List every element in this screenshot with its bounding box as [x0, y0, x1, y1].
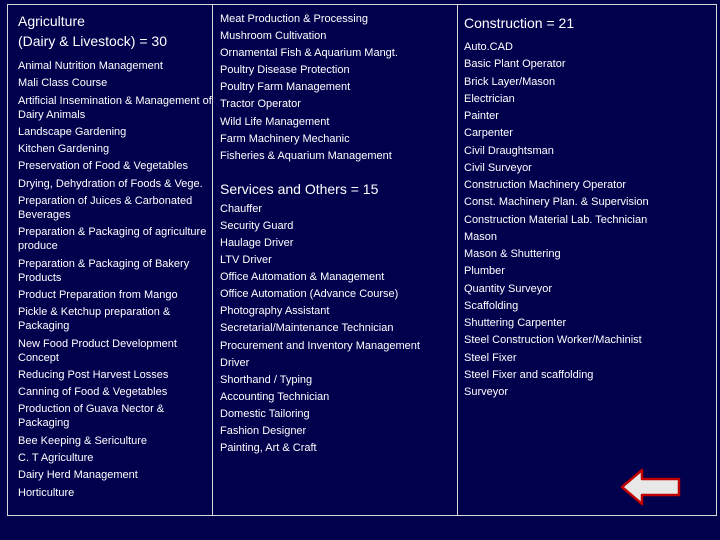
agriculture-course-item: Wild Life Management [220, 115, 330, 128]
construction-course-item: Basic Plant Operator [464, 58, 566, 71]
agriculture-course-item: Landscape Gardening [18, 125, 127, 138]
construction-course-item: Plumber [464, 265, 505, 278]
services-course-item: LTV Driver [220, 254, 272, 267]
agriculture-course-item: Kitchen Gardening [18, 143, 110, 156]
agriculture-course-item: Meat Production & Processing [220, 13, 368, 25]
agriculture-course-item: Horticulture [18, 486, 75, 499]
agriculture-course-item: Canning of Food & Vegetables [18, 386, 168, 399]
services-course-item: Procurement and Inventory Management [220, 339, 420, 352]
services-course-item: Office Automation (Advance Course) [220, 288, 399, 301]
agriculture-course-item: Preparation & Packaging of Bakery Products [18, 257, 190, 284]
agriculture-course-item: Farm Machinery Mechanic [220, 132, 350, 145]
agriculture-list [18, 59, 212, 500]
construction-course-item: Const. Machinery Plan. & Supervision [464, 196, 649, 209]
construction-list [464, 40, 716, 399]
agriculture-title-line2: (Dairy & Livestock) = 30 [18, 33, 167, 49]
agriculture-course-item: C. T Agriculture [18, 452, 94, 465]
agriculture-course-item: Preparation of Juices & Carbonated Beverages [18, 195, 193, 222]
agriculture-title-line1: Agriculture [18, 13, 85, 29]
construction-course-item: Mason & Shuttering [464, 248, 561, 260]
construction-course-item: Shuttering Carpenter [464, 317, 567, 329]
agriculture-course-item: Fisheries & Aquarium Management [220, 149, 392, 162]
services-course-item: Haulage Driver [220, 236, 294, 249]
services-title: Services and Others = 15 [220, 180, 379, 197]
construction-course-item: Steel Fixer and scaffolding [464, 368, 594, 381]
agriculture-course-item: Product Preparation from Mango [18, 288, 178, 301]
middle-column [213, 5, 458, 515]
back-button[interactable] [620, 468, 682, 506]
construction-course-item: Carpenter [464, 127, 513, 140]
agriculture-course-item: Ornamental Fish & Aquarium Mangt. [220, 47, 398, 60]
agriculture-course-item: Mali Class Course [18, 77, 108, 90]
services-course-item: Security Guard [220, 219, 294, 232]
services-course-item: Accounting Technician [220, 390, 330, 403]
construction-course-item: Civil Draughtsman [464, 144, 554, 157]
agriculture-title [18, 11, 212, 51]
agriculture-course-item: Preservation of Food & Vegetables [18, 160, 188, 173]
agriculture-course-item: Pickle & Ketchup preparation & Packaging [18, 306, 171, 333]
services-course-item: Shorthand / Typing [220, 373, 313, 386]
construction-course-item: Construction Material Lab. Technician [464, 213, 648, 226]
agriculture-course-item: Preparation & Packaging of agriculture produce [18, 226, 207, 253]
course-table [7, 4, 717, 516]
construction-course-item: Construction Machinery Operator [464, 179, 627, 191]
agriculture-course-item: Drying, Dehydration of Foods & Vege. [18, 177, 203, 190]
construction-column [458, 5, 716, 515]
services-course-item: Painting, Art & Craft [220, 442, 317, 455]
agriculture-continued-list [220, 12, 457, 163]
services-course-item: Chauffer [220, 202, 262, 215]
agriculture-column [8, 5, 213, 515]
construction-course-item: Auto.CAD [464, 41, 513, 53]
left-arrow-icon [620, 468, 682, 506]
construction-course-item: Mason [464, 230, 498, 243]
services-course-item: Photography Assistant [220, 305, 330, 318]
agriculture-course-item: Mushroom Cultivation [220, 30, 327, 43]
construction-course-item: Brick Layer/Mason [464, 75, 556, 88]
agriculture-course-item: Tractor Operator [220, 98, 301, 111]
agriculture-course-item: Animal Nutrition Management [18, 60, 163, 72]
services-list [220, 202, 457, 455]
agriculture-course-item: Dairy Herd Management [18, 469, 138, 482]
construction-course-item: Quantity Surveyor [464, 282, 553, 295]
construction-course-item: Steel Fixer [464, 351, 517, 364]
agriculture-course-item: Poultry Farm Management [220, 81, 351, 94]
agriculture-course-item: Poultry Disease Protection [220, 64, 350, 77]
agriculture-course-item: Artificial Insemination & Management of Dairy Animals [18, 94, 212, 121]
construction-title: Construction = 21 [464, 15, 575, 31]
agriculture-course-item: Production of Guava Nector & Packaging [18, 403, 165, 430]
construction-course-item: Scaffolding [464, 299, 519, 312]
agriculture-course-item: New Food Product Development Concept [18, 337, 177, 364]
construction-course-item: Painter [464, 110, 499, 122]
services-course-item: Office Automation & Management [220, 271, 385, 284]
construction-course-item: Civil Surveyor [464, 161, 532, 174]
construction-course-item: Surveyor [464, 386, 509, 398]
services-course-item: Domestic Tailoring [220, 407, 310, 420]
agriculture-course-item: Bee Keeping & Sericulture [18, 434, 148, 447]
construction-course-item: Steel Construction Worker/Machinist [464, 334, 642, 347]
services-course-item: Secretarial/Maintenance Technician [220, 322, 394, 335]
construction-course-item: Electrician [464, 92, 515, 105]
services-course-item: Fashion Designer [220, 424, 307, 437]
services-course-item: Driver [220, 356, 250, 369]
agriculture-course-item: Reducing Post Harvest Losses [18, 368, 169, 381]
